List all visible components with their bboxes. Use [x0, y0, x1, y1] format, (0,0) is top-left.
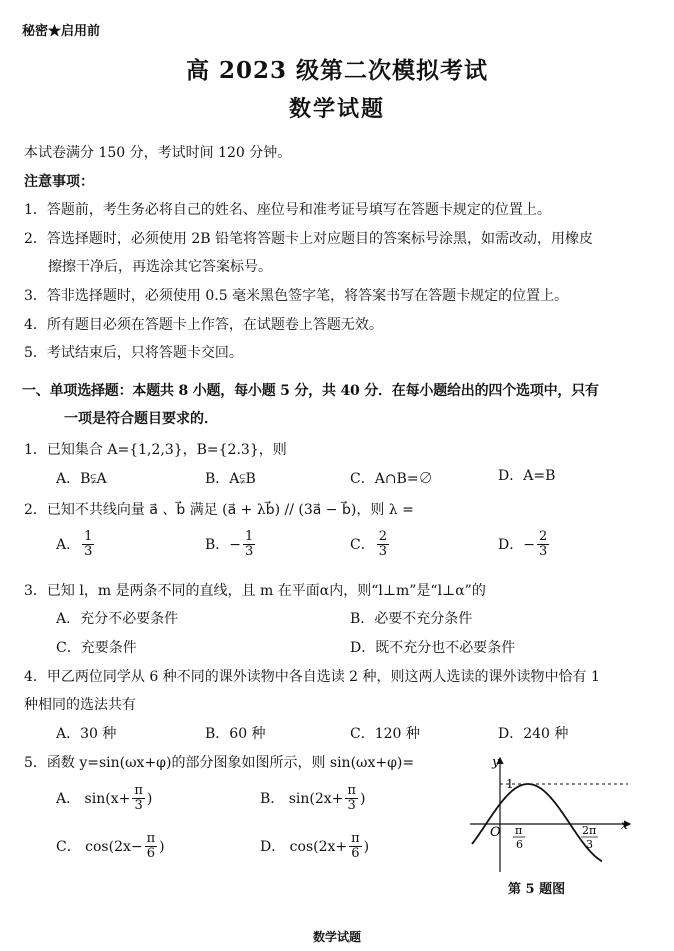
q1-stem: 1．已知集合 A={1,2,3}，B={2.3}，则 [24, 442, 287, 458]
q4-option-a: A．30 种 [56, 726, 117, 742]
note-4: 4．所有题目必须在答题卡上作答，在试题卷上答题无效。 [24, 317, 383, 333]
q3-stem: 3．已知 l，m 是两条不同的直线，且 m 在平面α内，则“l⊥m”是“l⊥α”的 [24, 583, 486, 599]
q2-b-fraction: $\frac{1}{3}$ [245, 529, 254, 560]
max-value-label: 1 [506, 777, 514, 791]
q4-option-d: D．240 种 [498, 726, 569, 742]
exam-subject: 数学试题 [288, 96, 385, 122]
q5-option-a: A． sin(x+ $\frac{\pi}{3}$ ) [56, 783, 153, 814]
q2-option-d: D．− $\frac{2}{3}$ [498, 529, 548, 560]
q5-option-d: D． cos(2x+ $\frac{\pi}{6}$ ) [260, 831, 370, 862]
figure-caption: 第 5 题图 [508, 882, 566, 897]
note-3: 3．答非选择题时，必须使用 0.5 毫米黑色签字笔，将答案书写在答题卡规定的位置上。 [24, 288, 569, 304]
q2-d-fraction: $\frac{2}{3}$ [538, 529, 548, 560]
q4-option-c: C．120 种 [350, 726, 420, 742]
q2-option-a: A． $\frac{1}{3}$ [56, 529, 93, 560]
tick-pi6-num: π [515, 824, 523, 837]
note-2-cont: 擦擦干净后，再选涂其它答案标号。 [48, 259, 272, 275]
q2-stem: 2．已知不共线向量 a⃗ 、b⃗ 满足 (a⃗ + λb⃗) // (3a⃗ − b⃗)，则 λ = [24, 502, 414, 518]
q3-option-c: C．充要条件 [56, 640, 137, 656]
q5-option-c: C． cos(2x− $\frac{\pi}{6}$ ) [56, 831, 165, 862]
tick-pi6-den: 6 [516, 838, 523, 851]
q1-option-c: C．A∩B=∅ [350, 471, 433, 487]
note-5: 5．考试结束后，只将答题卡交回。 [24, 345, 243, 361]
score-line: 本试卷满分 150 分，考试时间 120 分钟。 [24, 145, 292, 161]
tick-2pi3-den: 3 [586, 838, 593, 851]
q2-option-b: B．− $\frac{1}{3}$ [205, 529, 254, 560]
q5-option-b: B． sin(2x+ $\frac{\pi}{3}$ ) [260, 783, 366, 814]
q2-option-c: C． $\frac{2}{3}$ [350, 529, 387, 560]
section-heading-cont: 一项是符合题目要求的． [64, 411, 218, 427]
page-footer: 数学试题 [312, 930, 361, 944]
note-2: 2．答选择题时，必须使用 2B 铅笔将答题卡上对应题目的答案标号涂黑，如需改动，用橡皮 [24, 231, 594, 247]
y-axis-label: y [492, 755, 500, 770]
notice-title: 注意事项： [24, 174, 94, 190]
section-heading: 一、单项选择题：本题共 8 小题，每小题 5 分，共 40 分．在每小题给出的四个选项中，只有 [22, 383, 599, 399]
x-axis-label: x [621, 818, 628, 832]
exam-title: 高 2023 级第二次模拟考试 [185, 57, 489, 84]
q4-stem: 4．甲乙两位同学从 6 种不同的课外读物中各自选读 2 种，则这两人选读的课外读物中恰有 1 [24, 669, 600, 685]
q1-option-d: D．A=B [498, 468, 556, 484]
q4-option-b: B．60 种 [205, 726, 266, 742]
q3-option-d: D．既不充分也不必要条件 [350, 640, 516, 656]
q5-stem: 5．函数 y=sin(ωx+φ)的部分图象如图所示，则 sin(ωx+φ)= [24, 755, 415, 771]
q1-option-a: A．B⫋A [56, 471, 107, 487]
note-1: 1．答题前，考生务必将自己的姓名、座位号和准考证号填写在答题卡规定的位置上。 [24, 202, 551, 218]
tick-2pi3-num: 2π [582, 824, 597, 837]
origin-label: O [490, 825, 501, 840]
q3-option-b: B．必要不充分条件 [350, 611, 473, 627]
q3-option-a: A．充分不必要条件 [56, 611, 179, 627]
q2-c-fraction: $\frac{2}{3}$ [378, 529, 387, 560]
sine-curve [472, 784, 602, 861]
confidential-label: 秘密★启用前 [22, 24, 101, 39]
q2-a-fraction: $\frac{1}{3}$ [84, 529, 93, 560]
q1-option-b: B．A⫋B [205, 471, 256, 487]
q4-stem-cont: 种相同的选法共有 [24, 697, 136, 713]
q5-function-graph [470, 752, 640, 877]
